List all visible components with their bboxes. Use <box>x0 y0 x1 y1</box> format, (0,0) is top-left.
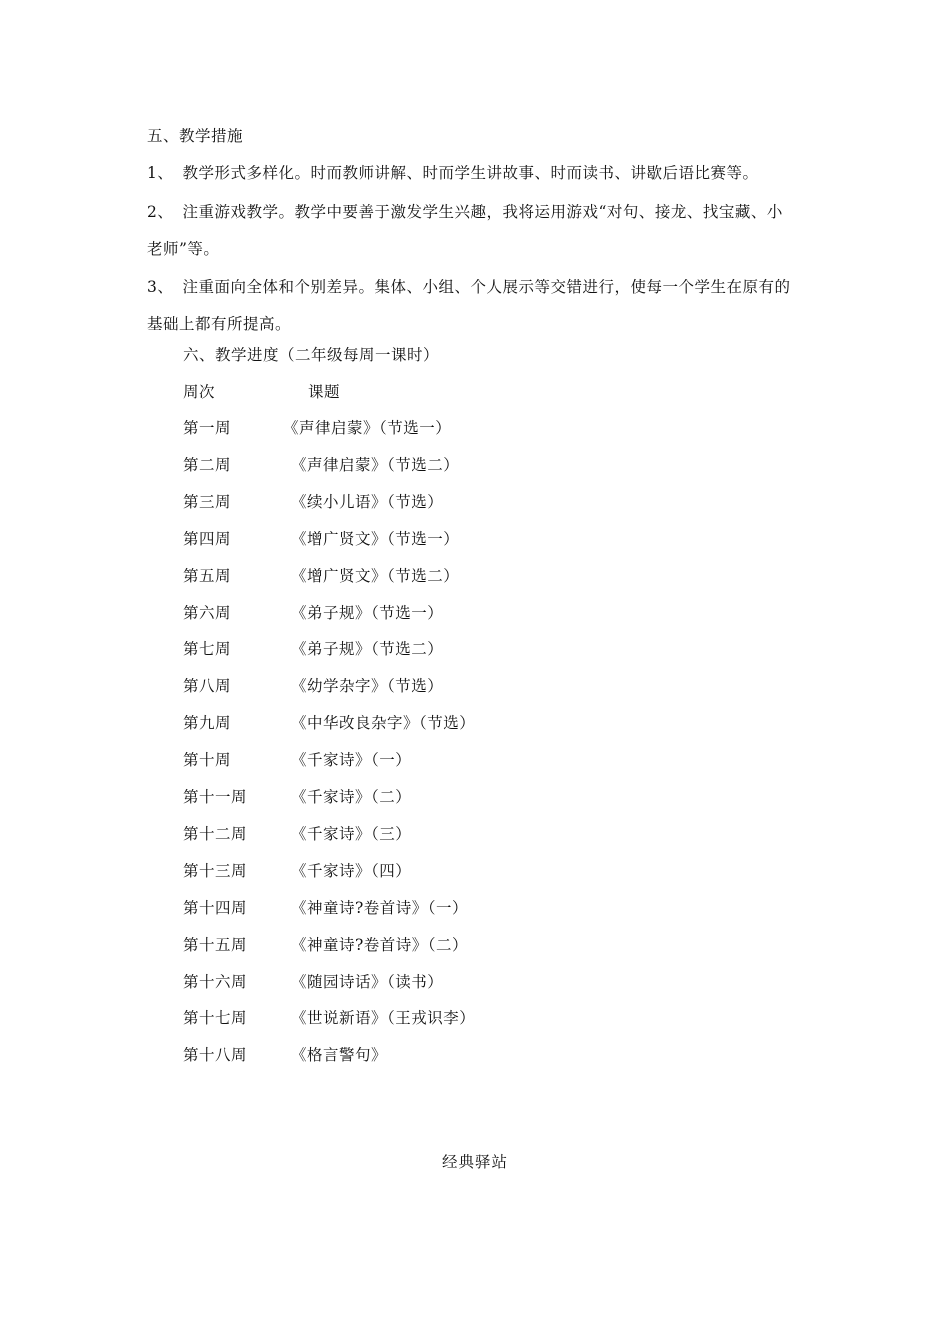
section5-heading: 五、教学措施 <box>147 127 244 145</box>
schedule-row <box>183 748 412 770</box>
measure-item-2-continued: 老师”等。 <box>147 240 220 258</box>
topic-cell: 《随园诗话》（读书） <box>291 972 444 991</box>
schedule-row <box>183 637 444 659</box>
measure-item-3 <box>147 275 790 297</box>
schedule-row <box>183 711 476 733</box>
topic-cell: 《千家诗》（二） <box>291 788 412 806</box>
topic-cell: 《增广贤文》（节选二） <box>291 566 460 585</box>
week-cell: 第十三周 <box>183 861 248 880</box>
topic-cell: 《千家诗》（四） <box>291 861 412 880</box>
week-cell: 第六周 <box>183 603 232 622</box>
topic-cell: 《格言警句》 <box>291 1046 388 1065</box>
week-cell: 第七周 <box>183 640 232 659</box>
schedule-row <box>183 527 460 549</box>
week-cell: 第二周 <box>183 455 232 474</box>
item-text: 注重游戏教学。教学中要善于激发学生兴趣，我将运用游戏“对句、接龙、找宝藏、小 <box>182 203 783 221</box>
week-cell: 第一周 <box>183 419 232 437</box>
week-cell: 第十七周 <box>183 1009 248 1028</box>
section6-heading: 六、教学进度（二年级每周一课时） <box>183 346 440 364</box>
schedule-header <box>183 380 341 402</box>
week-cell: 第五周 <box>183 566 232 585</box>
schedule-row <box>183 601 444 623</box>
topic-cell: 《续小儿语》（节选） <box>291 492 444 511</box>
item-number: 1、 <box>147 164 174 182</box>
item-text: 教学形式多样化。时而教师讲解、时而学生讲故事、时而读书、讲歇后语比赛等。 <box>182 164 759 182</box>
measure-item-2 <box>147 200 783 222</box>
topic-cell: 《神童诗?卷首诗》（一） <box>291 898 469 917</box>
schedule-row <box>183 933 469 955</box>
week-cell: 第十周 <box>183 751 232 770</box>
week-cell: 第十四周 <box>183 898 248 917</box>
measure-item-3-continued: 基础上都有所提高。 <box>147 315 292 333</box>
col-topic-header: 课题 <box>308 383 341 401</box>
topic-cell: 《千家诗》（三） <box>291 824 412 843</box>
item-number: 3、 <box>147 278 174 296</box>
schedule-row <box>183 674 444 696</box>
topic-cell: 《千家诗》（一） <box>291 751 412 770</box>
page-footer: 经典驿站 <box>441 1153 508 1171</box>
topic-cell: 《幼学杂字》（节选） <box>291 677 444 696</box>
schedule-row <box>183 859 412 881</box>
week-cell: 第十一周 <box>183 788 248 806</box>
schedule-row <box>183 1043 388 1065</box>
topic-cell: 《声律启蒙》（节选一） <box>283 419 452 437</box>
schedule-row <box>183 896 469 918</box>
week-cell: 第十二周 <box>183 824 248 843</box>
week-cell: 第四周 <box>183 529 232 548</box>
week-cell: 第十五周 <box>183 935 248 954</box>
schedule-row <box>183 785 412 807</box>
topic-cell: 《声律启蒙》（节选二） <box>291 455 460 474</box>
topic-cell: 《弟子规》（节选一） <box>291 603 444 622</box>
schedule-row <box>183 453 460 475</box>
measure-item-1 <box>147 161 758 183</box>
schedule-row <box>183 564 460 586</box>
week-cell: 第九周 <box>183 714 232 733</box>
topic-cell: 《增广贤文》（节选一） <box>291 529 460 548</box>
week-cell: 第十六周 <box>183 972 248 991</box>
week-cell: 第三周 <box>183 492 232 511</box>
schedule-row <box>183 416 452 438</box>
schedule-row <box>183 822 412 844</box>
topic-cell: 《神童诗?卷首诗》（二） <box>291 935 469 954</box>
item-number: 2、 <box>147 203 174 221</box>
schedule-row <box>183 970 444 992</box>
topic-cell: 《弟子规》（节选二） <box>291 640 444 659</box>
item-text: 注重面向全体和个别差异。集体、小组、个人展示等交错进行，使每一个学生在原有的 <box>182 278 791 296</box>
week-cell: 第十八周 <box>183 1046 248 1065</box>
topic-cell: 《中华改良杂字》（节选） <box>291 714 476 733</box>
schedule-row <box>183 490 444 512</box>
schedule-row <box>183 1006 476 1028</box>
col-week-header: 周次 <box>183 383 216 401</box>
week-cell: 第八周 <box>183 677 232 696</box>
topic-cell: 《世说新语》（王戎识李） <box>291 1009 476 1028</box>
